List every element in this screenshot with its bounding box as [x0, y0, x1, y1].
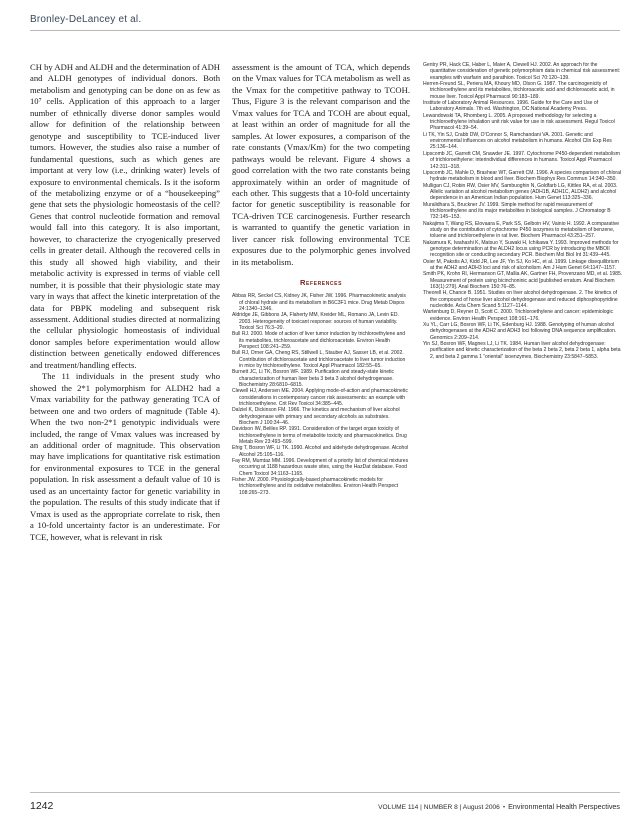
reference-entry: Fisher JW. 2000. Physiologically-based pharmacokinetic models for trichloroethylene and its oxidative metabolites. Environ Health Perspect 108:265–273. [232, 477, 399, 496]
reference-list [232, 293, 410, 496]
journal-name: Environmental Health Perspectives [508, 802, 620, 811]
reference-entry: Dalziel K, Dickinson FM. 1966. The kinetics and mechanism of liver alcohol dehydrogenase with primary and secondary alcohols as substrates. Biochem J 100:34–46. [232, 407, 400, 427]
reference-entry: Li TK, Yin SJ, Crabb DW, O'Connor S, Ramchandani VA. 2001. Genetic and environmental influences on alcohol metabolism in humans. Alcohol Clin Exp Res 25:136–144. [423, 131, 612, 151]
reference-entry: Institute of Laboratory Animal Resources. 1996. Guide for the Care and Use of Laboratory Animals. 7th ed. Washington, DC:National Academy Press. [423, 100, 599, 113]
reference-entry: Lipscomb JC, Garrett CM, Snawder JE. 1997. Cytochrome P450-dependent metabolism of trichloroethylene: interindividual differences in humans. Toxicol Appl Pharmacol 142:311–318. [423, 150, 620, 170]
reference-entry: Nakajima T, Wang RS, Elovaara E, Park SS, Gelboin HV, Vainio H. 1992. A comparative study on the contribution of cytochrome P450 isozymes to metabolism of benzene, toluene and trichloroethylene in rat liver. Biochem Pharmacol 43:251–257. [423, 220, 620, 240]
reference-entry: Efrig T, Bosron WF, Li TK. 1990. Alcohol and aldehyde dehydrogenase. Alcohol Alcohol 25:105–116. [232, 445, 409, 458]
reference-entry: Wartenburg D, Reyner D, Scott C. 2000. Trichloroethylene and cancer: epidemiologic evidence. Environ Health Perspect 108:161–176. [423, 309, 614, 322]
body-paragraph: CH by ADH and ALDH and the determination of ADH and ALDH genotypes of individual donors. Both metabolism and genotyping can be done on as few as 10⁷ cells. Application of this approach to a larger number of ethnically diverse donor samples would allow for definition of the relationship between genotype and susceptibility to TCE-induced liver tumors. However, the studies also raise a number of fundamental questions, such as which genes are important at very low (i.e., drinking water) levels of exposure to environmental chemicals. Is it the isoform of the metabolizing enzyme or of a “housekeeping” gene that sets the physiologic homeostasis of the cell? Genes that control nucleotide formation and removal would fall into this category. It is also important, however, to characterize the cryogenically preserved cells in greater detail. Although the recovered cells in this study all showed high viability, and their metabolic activity is expressed in terms of viable cell number, it is possible that their physiologic state may vary in ways that affect the kinetic interpretation of the data for PBPK modeling and subsequent risk assessment. Additional studies directed at normalizing the cellular physiologic homeostasis of individual donor samples before experimentation would allow distinction between genetically endowed differences and treatment/handling effects. [30, 62, 220, 370]
reference-list [423, 62, 623, 360]
bullet-separator: • [502, 804, 506, 811]
header-divider [30, 30, 620, 31]
reference-entry: Lewandowski TA, Rhomberg L. 2005. A proposed methodology for selecting a trichloroethylene inhalation unit risk value for use in risk assessment. Regul Toxicol Pharmacol 41:39–54. [423, 112, 615, 132]
reference-entry: Burnett JC, Li TK, Bosron WF. 1989. Purification and steady-state kinetic characterization of human liver beta 3 beta 3 alcohol dehydrogenase. Biochemistry 28:6810–6815. [232, 369, 395, 388]
column-1 [30, 62, 220, 782]
reference-entry: Aldridge JE, Gibbons JA, Flaherty MM, Kreider ML, Romano JA, Levin ED. 2003. Heterogeneity of toxicant response: sources of human variability. Toxicol Sci 76:3–20. [232, 312, 399, 331]
page-number: 1242 [30, 800, 54, 812]
reference-entry: Fay RM, Mumtaz MM. 1996. Development of a priority list of chemical mixtures occurring at 1188 hazardous waste sites, using the HazDat database. Food Chem Toxicol 34:1163–1165. [232, 458, 409, 477]
running-head: Bronley-DeLancey et al. [30, 14, 142, 25]
reference-entry: Yin SJ, Bosron WF, Magnes LJ, Li TK. 1984. Human liver alcohol dehydrogenase: purification and kinetic characterization of the beta 2 beta 2, beta 2 beta 1, alpha beta 2, and beta 2 gamma 1 “oriental” isoenzymes. Biochemistry 23:5847–5853. [423, 341, 621, 360]
reference-entry: Bull RJ, Orner GA, Cheng RS, Stillwell L, Stauber AJ, Sasser LB, et al. 2002. Contribution of dichloroacetate and trichloroacetate to liver tumor induction in mice by trichloroethylene. Toxicol Appl Pharmacol 182:55–65. [232, 350, 406, 369]
column-3 [423, 62, 623, 782]
reference-entry: Nakamura K, Iwahashi K, Matsuo Y, Suwaki H, Ichikawa Y. 1993. Improved methods for genotype determination at the ALDH2 locus using PCR by introducing the MBOII recognition site or conducting secondary PCR. Biochem Mol Biol Int 31:439–445. [423, 239, 619, 259]
reference-entry: Smith PK, Krohn RI, Hermanson GT, Mallia AK, Gartner FH, Provenzano MD, et al. 1985. Measurement of protein using bicinchoninic acid [published erratum. Anal Biochem 163(1):279]. Anal Biochem 150:76–85. [423, 271, 623, 291]
reference-entry: Bull RJ. 2000. Mode of action of liver tumor induction by trichloroethylene and its metabolites, trichloroacetate and dichloroacetate. Environ Health Perspect 108:241–259. [232, 331, 406, 350]
footer-citation [378, 802, 620, 811]
reference-entry: Lipscomb JC, Mahle D, Brashear WT, Garrett CM. 1996. A species comparison of chloral hydrate metabolism in blood and liver. Biochem Biophys Res Commun 14:340–350. [423, 169, 622, 183]
reference-entry: Davidson IW, Beliles RP. 1991. Consideration of the target organ toxicity of trichloroethylene in terms of metabolite toxicity and pharmacokinetics. Drug Metab Rev 23:493–599. [232, 426, 407, 446]
body-paragraph: The 11 individuals in the present study who showed the 2*1 polymorphism for ALDH2 had a Vmax variability for the pathway generating TCA of between one and two orders of magnitude (Table 4). When the two non-2*1 genotypic individuals were included, the range of Vmax values was increased by an additional order of magnitude. This observation may have implications for quantitative risk estimation for environmental exposures to TCE in the general population. In risk assessment a default value of 10 is used as an uncertainty factor for genetic variability in the population. The results of this study indicate that if Vmax is used as the appropriate correlate to risk, then a 10-fold uncertainty factor is an underestimate. For TCE, however, what is relevant in risk [30, 371, 220, 542]
reference-entry: Clewell HJ, Andersen ME. 2004. Applying mode-of-action and pharmacokinetic considerations in contemporary cancer risk assessments: an example with trichloroethylene. Crit Rev Toxicol 34:385–445. [232, 388, 408, 407]
reference-entry: Mulligan CJ, Robin RW, Osier MV, Sambuoghin N, Goldfarb LG, Kittles RA, et al. 2003. Allelic variation at alcohol metabolism genes (ADH1B, ADH1C, ALDH2) and alcohol dependence in an American Indian population. Hum Genet 113:325–336. [423, 182, 618, 202]
reference-entry: Herren-Freund SL, Periera MA, Khoury MD, Olson G. 1987. The carcinogenicity of trichloroethylene and its metabolites, trichloroacetic acid and dichloroacetic acid, in mouse liver. Toxicol Appl Pharmacol 90:183–189. [423, 81, 615, 100]
reference-entry: Xu YL, Carr LG, Bosron WF, Li TK, Edenburg HJ. 1988. Genotyping of human alcohol dehydrogenases at the ADH2 and ADH3 loci following DNA sequence amplification. Genomics 2:209–214. [423, 322, 617, 341]
reference-entry: Muralidhara S, Bruckner JV. 1999. Simple method for rapid measurement of trichloroethylene and its major metabolites in biological samples. J Chromatogr B 732:145–153. [423, 201, 611, 221]
issue-info: VOLUME 114 | NUMBER 8 | August 2006 [378, 804, 500, 811]
reference-entry: Osier M, Pakstis AJ, Kidd JR, Lee JF, Yin SJ, Ko HC, et al. 1999. Linkage disequilibrium at the ADH2 and ADH3 loci and risk of alcoholism. Am J Hum Genet 64:1147–1157. [423, 258, 619, 271]
column-2 [232, 62, 410, 782]
reference-entry: Gentry PR, Hack CE, Haber L, Maier A, Clewell HJ. 2002. An approach for the quantitative consideration of genetic polymorphism data in chemical risk assessment: examples with warfarin and parathion. Toxicol Sci 70:120–139. [423, 62, 621, 81]
references-heading: References [299, 278, 343, 288]
footer-divider [30, 792, 620, 793]
body-paragraph: assessment is the amount of TCA, which depends on the Vmax values for TCA metabolism as well as the Vmax for the competitive pathway to TCOH. Thus, Figure 3 is the relevant comparison and the Vmax values for TCA and TCOH are about equal, at least within an order of magnitude for all the samples. At lower exposures, a comparison of the rate constants (Vmax/Km) for the two competing pathways would be relevant. Figure 4 shows a good correlation with the two rate constants being approximately within an order of magnitude of each other. This suggests that a 10-fold uncertainty factor for genetic susceptibility is reasonable for TCA-driven TCE carcinogenesis. Further research is warranted to quantify the genetic variation in liver cancer risk following environmental TCE exposures due to the polymorphic genes involved in its metabolism. [232, 62, 410, 267]
reference-entry: Theorell H, Chance B. 1951. Studies on liver alcohol dehydrogenase. 2. The kinetics of the compound of horse liver alcohol dehydrogenase and reduced diphosphopyridine nucleotide. Acta Chem Scand 5:1127–1144. [423, 290, 618, 310]
reference-entry: Abbas RR, Seckel CS, Kidney JK, Fisher JW. 1996. Pharmacokinetic analysis of chloral hydrate and its metabolism in B6C3F1 mice. Drug Metab Dispos 24:1340–1346. [232, 293, 406, 312]
